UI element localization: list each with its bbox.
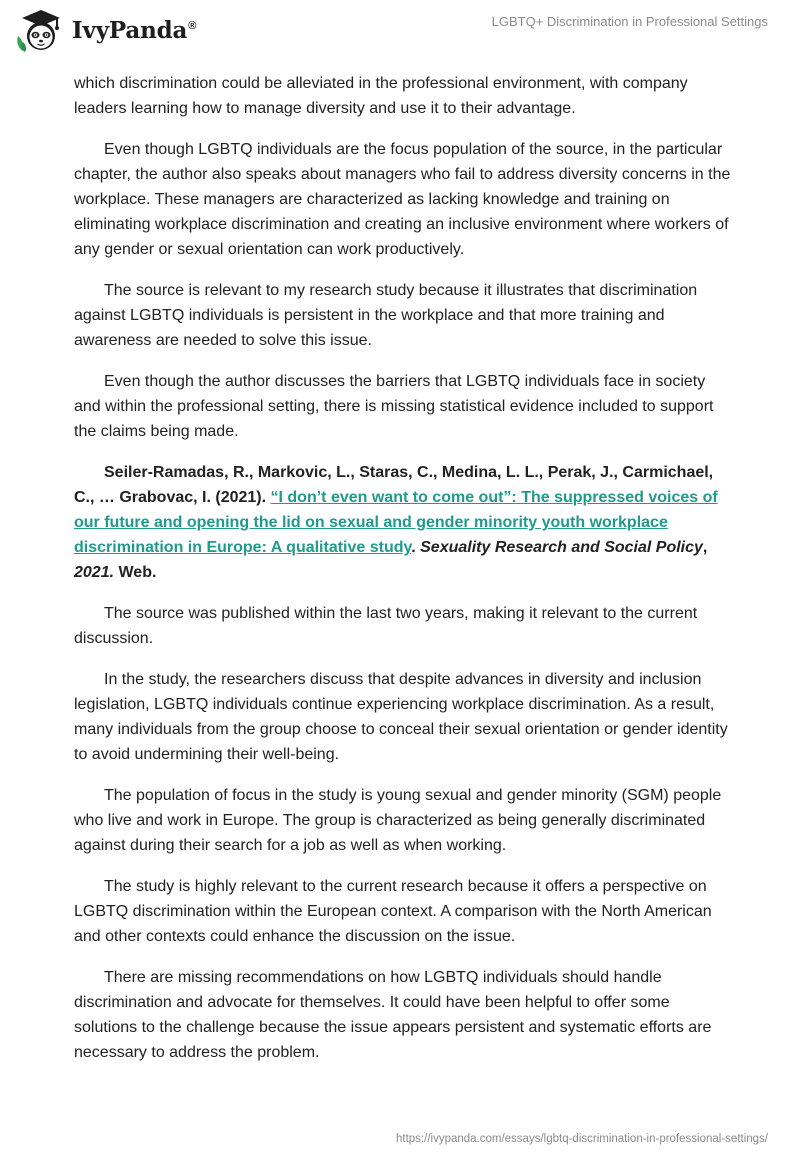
reference-authors: Seiler-Ramadas, R., Markovic, L., Staras, C., Medina, L. L., Perak, J., Carmichael, C., … Grabovac, I. (2021). <box>74 464 714 506</box>
panda-logo-icon <box>14 6 66 54</box>
essay-body <box>74 71 734 1081</box>
page-header <box>0 0 800 60</box>
ivypanda-logo[interactable] <box>14 6 196 54</box>
reference-punctuation: . <box>411 539 421 556</box>
source-url: https://ivypanda.com/essays/lgbtq-discrimination-in-professional-settings/ <box>396 1133 768 1145</box>
paragraph: The source was published within the last two years, making it relevant to the current discussion. <box>74 605 698 647</box>
reference-year: 2021. <box>74 564 115 581</box>
reference-title-link[interactable]: “I don’t even want to come out”: The suppressed voices of our future and opening the lid on sexual and gender minority youth workplace discrimination in Europe: A qualitative study <box>74 489 718 556</box>
reference-comma: , <box>702 539 708 556</box>
paragraph: Even though the author discusses the barriers that LGBTQ individuals face in society and within the professional setting, there is missing statistical evidence included to support the claims being made. <box>74 373 714 440</box>
paragraph: The study is highly relevant to the current research because it offers a perspective on LGBTQ discrimination within the European context. A comparison with the North American and other contexts could enhance the discussion on the issue. <box>74 878 712 945</box>
reference-journal: Sexuality Research and Social Policy <box>420 539 703 556</box>
paragraph: Even though LGBTQ individuals are the focus population of the source, in the particular chapter, the author also speaks about managers who fail to address diversity concerns in the workplace. These managers are characterized as lacking knowledge and training on eliminating workplace discrimination and creating an inclusive environment where workers of any gender or sexual orientation can work productively. <box>74 141 731 258</box>
paragraph: The source is relevant to my research study because it illustrates that discrimination against LGBTQ individuals is persistent in the workplace and that more training and awareness are needed to solve this issue. <box>74 282 698 349</box>
paragraph: In the study, the researchers discuss that despite advances in diversity and inclusion legislation, LGBTQ individuals continue experiencing workplace discrimination. As a result, many individuals from the group choose to conceal their sexual orientation or gender identity to avoid undermining their well-being. <box>74 671 728 763</box>
paragraph: which discrimination could be alleviated in the professional environment, with company leaders learning how to manage diversity and use it to their advantage. <box>74 75 688 117</box>
document-title: LGBTQ+ Discrimination in Professional Settings <box>491 14 768 29</box>
paragraph: There are missing recommendations on how LGBTQ individuals should handle discrimination and advocate for themselves. It could have been helpful to offer some solutions to the challenge because the issue appears persistent and systematic efforts are necessary to address the problem. <box>74 969 712 1061</box>
reference-suffix: Web. <box>114 564 157 581</box>
reference-entry <box>74 460 734 585</box>
logo-text: IvyPanda® <box>72 16 197 44</box>
paragraph: The population of focus in the study is young sexual and gender minority (SGM) people who live and work in Europe. The group is characterized as being generally discriminated against during their search for a job as well as when working. <box>74 787 722 854</box>
